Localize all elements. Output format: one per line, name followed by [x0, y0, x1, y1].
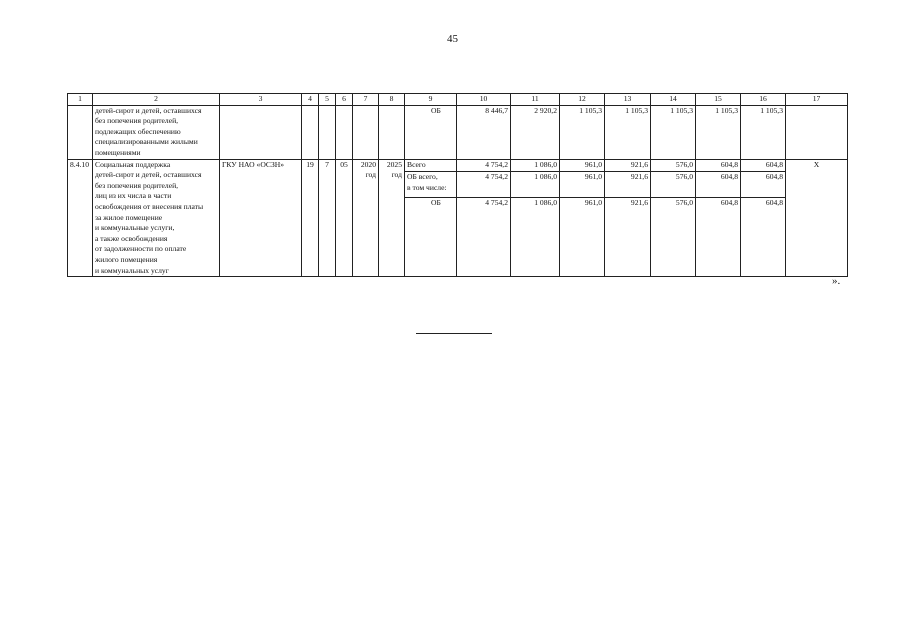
code-cell: 7 [319, 159, 336, 277]
page-number: 45 [447, 33, 458, 45]
amount-cell: 961,0 [560, 197, 605, 276]
table-cell [353, 105, 379, 159]
amount-cell: 1 105,3 [605, 105, 651, 159]
table-cell [379, 105, 405, 159]
column-number: 12 [560, 94, 605, 106]
amount-cell: 576,0 [651, 159, 696, 172]
column-number: 3 [220, 94, 302, 106]
activity-name: Социальная поддержка детей-сирот и детей, оставшихся без попечения родителей, лиц из их числа в части освобождения от внесения платы за жилое помещение и коммунальные услуги, а также освобождения от задолженности по оплате жилого помещения и коммунальных услуг [93, 159, 220, 277]
column-number: 11 [511, 94, 560, 106]
table-cell [68, 105, 93, 159]
column-number: 16 [741, 94, 786, 106]
funding-source: ОБ [405, 197, 457, 276]
amount-cell: 576,0 [651, 197, 696, 276]
amount-cell: 1 086,0 [511, 159, 560, 172]
code-cell: 05 [336, 159, 353, 277]
activity-row [68, 159, 848, 172]
column-number: 2 [93, 94, 220, 106]
amount-cell: 604,8 [741, 197, 786, 276]
amount-cell: 604,8 [741, 159, 786, 172]
amount-cell: 604,8 [696, 159, 741, 172]
table-cell [302, 105, 319, 159]
target-mark: Х [786, 159, 848, 277]
continued-row [68, 105, 848, 159]
amount-cell: 921,6 [605, 172, 651, 197]
amount-cell: 8 446,7 [457, 105, 511, 159]
column-number: 13 [605, 94, 651, 106]
amount-cell: 604,8 [696, 172, 741, 197]
executor: ГКУ НАО «ОСЗН» [220, 159, 302, 277]
amount-cell: 4 754,2 [457, 159, 511, 172]
table-cell [220, 105, 302, 159]
amount-cell: 1 086,0 [511, 197, 560, 276]
funding-source: Всего [405, 159, 457, 172]
column-number: 14 [651, 94, 696, 106]
activity-number: 8.4.10 [68, 159, 93, 277]
start-year: 2020 год [353, 159, 379, 277]
amount-cell: 921,6 [605, 159, 651, 172]
column-number: 17 [786, 94, 848, 106]
end-divider [416, 333, 492, 334]
program-activities-table [67, 93, 848, 277]
column-numbers-row [68, 94, 848, 106]
code-cell: 19 [302, 159, 319, 277]
column-number: 15 [696, 94, 741, 106]
column-number: 8 [379, 94, 405, 106]
amount-cell: 604,8 [696, 197, 741, 276]
amount-cell: 4 754,2 [457, 172, 511, 197]
amount-cell: 1 105,3 [696, 105, 741, 159]
column-number: 4 [302, 94, 319, 106]
amount-cell: 604,8 [741, 172, 786, 197]
table-cell [786, 105, 848, 159]
amount-cell: 961,0 [560, 159, 605, 172]
column-number: 5 [319, 94, 336, 106]
column-number: 1 [68, 94, 93, 106]
funding-source: ОБ [405, 105, 457, 159]
amount-cell: 4 754,2 [457, 197, 511, 276]
amount-cell: 1 105,3 [651, 105, 696, 159]
table-cell [336, 105, 353, 159]
end-year: 2025 год [379, 159, 405, 277]
table-cell [319, 105, 336, 159]
amount-cell: 1 105,3 [741, 105, 786, 159]
amount-cell: 921,6 [605, 197, 651, 276]
funding-source: ОБ всего, в том числе: [405, 172, 457, 197]
column-number: 9 [405, 94, 457, 106]
amount-cell: 2 920,2 [511, 105, 560, 159]
column-number: 6 [336, 94, 353, 106]
activity-name: детей-сирот и детей, оставшихся без попечения родителей, подлежащих обеспечению специализированными жилыми помещениями [93, 105, 220, 159]
amount-cell: 1 105,3 [560, 105, 605, 159]
amount-cell: 1 086,0 [511, 172, 560, 197]
amount-cell: 961,0 [560, 172, 605, 197]
column-number: 7 [353, 94, 379, 106]
closing-quote: ». [832, 275, 841, 287]
column-number: 10 [457, 94, 511, 106]
amount-cell: 576,0 [651, 172, 696, 197]
